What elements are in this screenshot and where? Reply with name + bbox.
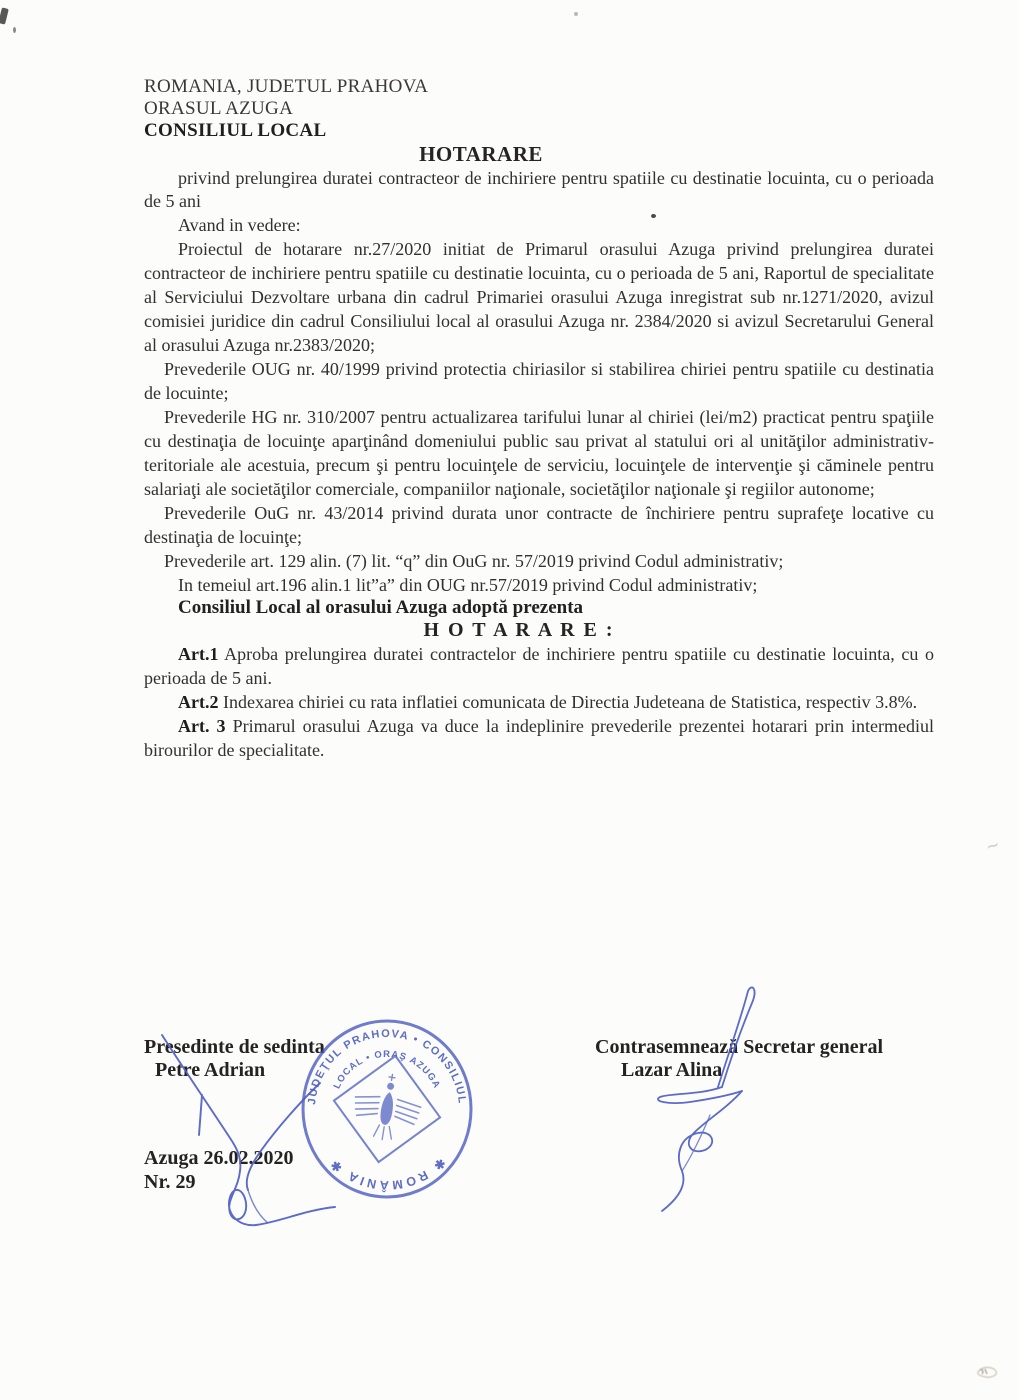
eagle-cross-icon (389, 1074, 396, 1081)
eagle-tail (373, 1124, 393, 1141)
council-stamp (292, 1014, 482, 1204)
header-city-line: ORASUL AZUGA (144, 98, 294, 119)
article-2 (144, 690, 934, 714)
eagle-left-wing (353, 1093, 380, 1118)
stamp-outer-ring-text: JUDEŢUL PRAHOVA • CONSILIUL (306, 1027, 468, 1106)
document-subtitle: privind prelungirea duratei contracteor de inchiriere pentru spatiile cu destinatie locuinta, cu o perioada de 5 ani (144, 168, 934, 211)
secretary-role-label: Contrasemnează Secretar general (595, 1036, 884, 1058)
scan-speck-artifact (574, 12, 578, 16)
scan-speck-artifact (13, 27, 16, 33)
eagle-right-wing (394, 1100, 421, 1125)
president-name: Petre Adrian (155, 1059, 266, 1081)
secretary-name: Lazar Alina (621, 1059, 723, 1081)
svg-text:✱ ROMÂNIA ✱ (326, 1155, 448, 1193)
article-1-text: Aproba prelungirea duratei contractelor de inchiriere pentru spatiile cu destinatie locuinta, cu o perioada de 5 ani. (144, 644, 934, 688)
scan-mark-artifact: ∼ (983, 834, 1003, 857)
adoption-line: Consiliul Local al orasului Azuga adoptă prezenta (178, 597, 584, 618)
decision-heading: H O T A R A R E : (423, 619, 615, 641)
article-2-label: Art.2 (178, 692, 219, 712)
document-body (144, 76, 934, 762)
preamble-paragraph-2: Prevederile OUG nr. 40/1999 privind protectia chiriasilor si stabilirea chiriei pentru spatiile cu destinatia de locuinte; (144, 359, 934, 403)
president-role-label: Presedinte de sedinta (144, 1036, 325, 1058)
stamp-coat-of-arms (326, 1048, 449, 1171)
article-3-text: Primarul orasului Azuga va duce la indeplinire prevederile prezentei hotarari prin intermediul birourilor de specialitate. (144, 716, 934, 760)
signature-block-secretary (595, 1036, 883, 1082)
article-1-label: Art.1 (178, 644, 219, 664)
svg-text:LOCAL • ORAŞ AZUGA (332, 1049, 443, 1091)
stamp-inner-ring-text: LOCAL • ORAŞ AZUGA (331, 1048, 443, 1091)
corner-smudge-artifact (972, 1358, 1002, 1382)
document-title: HOTARARE (419, 142, 543, 166)
scan-speck-artifact (0, 7, 9, 24)
article-3-label: Art. 3 (178, 716, 226, 736)
header-council-line: CONSILIUL LOCAL (144, 120, 327, 141)
eagle-body (379, 1091, 396, 1125)
decision-number-line: Nr. 29 (144, 1171, 196, 1193)
preamble-paragraph-3: Prevederile HG nr. 310/2007 pentru actualizarea tarifului lunar al chiriei (lei/m2) practicat pentru spaţiile cu destinaţia de locuinţe aparţinând domeniului public sau privat al statului ori al unităţilor administrativ-teritoriale ale acestuia, precum şi pentru locuinţele de serviciu, locuinţele de intervenţie şi căminele pentru salariaţi ale societăţilor comerciale, companiilor naţionale, societăţilor naţionale şi regiilor autonome; (144, 407, 934, 499)
place-date-line: Azuga 26.02.2020 (144, 1147, 294, 1169)
preamble-paragraph-4: Prevederile OuG nr. 43/2014 privind durata unor contracte de închiriere pentru suprafeţe locative cu destinaţia de locuinţe; (144, 503, 934, 547)
svg-text:JUDEŢUL PRAHOVA • CONSILIUL (306, 1028, 468, 1105)
header-country-line: ROMANIA, JUDETUL PRAHOVA (144, 76, 429, 97)
preamble-paragraph-5: Prevederile art. 129 alin. (7) lit. “q” din OuG nr. 57/2019 privind Codul administrativ; (164, 551, 784, 571)
eagle-head (387, 1082, 395, 1090)
document-footer (144, 1146, 293, 1194)
stamp-country-text: ✱ ROMÂNIA ✱ (325, 1155, 449, 1193)
preamble-intro: Avand in vedere: (178, 215, 301, 235)
preamble-paragraph-6: In temeiul art.196 alin.1 lit”a” din OUG nr.57/2019 privind Codul administrativ; (178, 575, 758, 595)
signature-ink-secretary (658, 987, 755, 1211)
article-2-text: Indexarea chiriei cu rata inflatiei comunicata de Directia Judeteana de Statistica, respectiv 3.8%. (222, 692, 918, 712)
article-1 (144, 642, 934, 690)
article-3 (144, 714, 934, 762)
preamble-paragraph-1: Proiectul de hotarare nr.27/2020 initiat de Primarul orasului Azuga privind prelungirea duratei contracteor de inchiriere pentru spatiile cu destinatie locuinta, cu o perioada de 5 ani, Raportul de specialitate al Serviciului Dezvoltare urbana din cadrul Primariei orasului Azuga inregistrat sub nr.1271/2020, avizul comisiei juridice din cadrul Consiliului local al orasului Azuga nr. 2384/2020 si avizul Secretarului General al orasului Azuga nr.2383/2020; (144, 239, 934, 355)
